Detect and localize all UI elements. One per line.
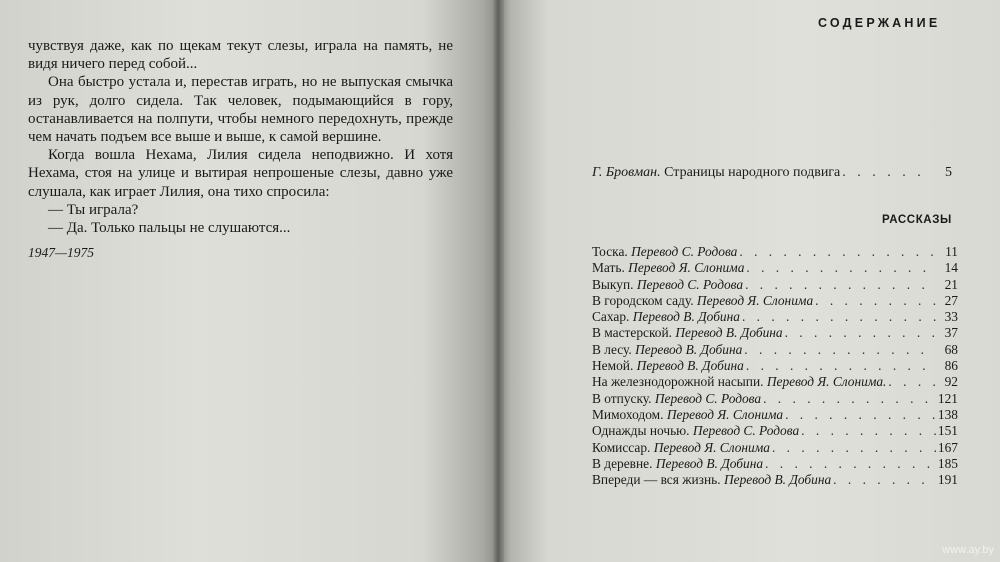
- toc-entry-page: 92: [944, 374, 958, 390]
- toc-leader-dots: [772, 440, 936, 456]
- toc-entry-page: 68: [944, 341, 958, 357]
- toc-entry-page: 151: [937, 423, 958, 439]
- toc-entry-translator: Перевод В. Добина: [635, 341, 743, 357]
- toc-heading: СОДЕРЖАНИЕ: [818, 16, 941, 30]
- toc-entry: [592, 260, 958, 276]
- toc-entry-translator: Перевод В. Добина: [723, 472, 832, 488]
- toc-entry-page: 185: [937, 455, 958, 471]
- toc-section-heading: РАССКАЗЫ: [882, 214, 952, 226]
- toc-entry-translator: Перевод С. Родова: [636, 276, 744, 292]
- toc-entry: [592, 293, 958, 309]
- story-text: [28, 37, 453, 237]
- toc-intro-entry: [592, 165, 952, 181]
- toc-entry-translator: Перевод С. Родова: [654, 390, 762, 406]
- toc-entry-translator: Перевод С. Родова: [631, 244, 738, 259]
- toc-entry-page: 14: [944, 260, 958, 276]
- toc-entry-title: Тоска.: [592, 244, 628, 259]
- toc-leader-dots: [746, 358, 936, 374]
- toc-intro-page: 5: [945, 165, 952, 180]
- toc-entry-title: Сахар.: [592, 309, 630, 325]
- toc-entry-title: На железнодорожной насыпи.: [592, 374, 764, 390]
- toc-entry-title: Выкуп.: [592, 276, 634, 292]
- toc-entry: [592, 456, 958, 472]
- toc-entries: [592, 244, 958, 488]
- toc-entry: [592, 472, 958, 488]
- toc-entry-translator: Перевод В. Добина: [632, 309, 740, 325]
- toc-entry-title: В мастерской.: [592, 325, 673, 341]
- toc-leader-dots: [785, 407, 936, 423]
- toc-intro-author: Г. Бровман.: [592, 165, 661, 180]
- toc-entry: [592, 358, 958, 374]
- toc-entry-page: 33: [944, 309, 958, 325]
- toc-leader-dots: [833, 472, 936, 488]
- toc-entry: [592, 391, 958, 407]
- toc-entry-page: 121: [937, 390, 958, 406]
- dialog-line-1: — Ты играла?: [48, 201, 139, 218]
- toc-entry-translator: Перевод В. Добина: [655, 455, 764, 471]
- toc-entry-page: 86: [944, 358, 958, 374]
- watermark: www.ay.by: [942, 544, 994, 556]
- toc-entry: [592, 244, 958, 260]
- toc-entry-title: В лесу.: [592, 341, 632, 357]
- toc-entry-title: Однажды ночью.: [592, 423, 690, 439]
- toc-leader-dots: [785, 325, 936, 341]
- toc-leader-dots: [744, 342, 936, 358]
- toc-leader-dots: [842, 165, 930, 181]
- toc-entry-translator: Перевод Я. Слонима: [696, 292, 814, 308]
- toc-entry-page: 167: [937, 439, 958, 455]
- toc-entry-title: В городском саду.: [592, 292, 694, 308]
- toc-entry: [592, 440, 958, 456]
- dialog-line-2: — Да. Только пальцы не слушаются...: [48, 220, 291, 237]
- toc-leader-dots: [742, 309, 936, 325]
- toc-leader-dots: [801, 423, 936, 439]
- paragraph-2: Она быстро устала и, перестав играть, но не выпуская смычка из рук, долго сидела. Так человек, подымающийся в гору, останавливается на полпути, чтобы немного передохнуть, прежде чем начать подъем все выше и выше, к самой вершине.: [28, 74, 453, 146]
- book-gutter: [492, 0, 504, 562]
- toc-entry-page: 37: [944, 325, 958, 341]
- story-dateline: 1947—1975: [28, 245, 95, 260]
- toc-entry: [592, 309, 958, 325]
- toc-entry-title: Мать.: [592, 260, 625, 276]
- toc-entry: [592, 277, 958, 293]
- toc-leader-dots: [763, 391, 936, 407]
- toc-entry-translator: Перевод С. Родова: [692, 423, 800, 439]
- toc-leader-dots: [746, 260, 936, 276]
- toc-entry-page: 21: [944, 276, 958, 292]
- toc-leader-dots: [888, 374, 936, 390]
- toc-entry-title: Впереди — вся жизнь.: [592, 472, 721, 488]
- toc-entry-translator: Перевод Я. Слонима: [666, 406, 784, 422]
- toc-leader-dots: [739, 244, 936, 260]
- toc-leader-dots: [745, 277, 936, 293]
- toc-entry-translator: Перевод В. Добина: [675, 325, 783, 341]
- toc-entry-page: 138: [937, 406, 958, 422]
- toc-entry-title: В отпуску.: [592, 390, 652, 406]
- toc-leader-dots: [815, 293, 936, 309]
- paragraph-1: чувствуя даже, как по щекам текут слезы, играла на память, не видя ничего перед собой...: [28, 38, 453, 73]
- toc-entry-page: 27: [944, 292, 958, 308]
- toc-entry: [592, 342, 958, 358]
- toc-entry: [592, 325, 958, 341]
- toc-entry: [592, 423, 958, 439]
- toc-entry-title: Мимоходом.: [592, 406, 664, 422]
- toc-entry-translator: Перевод В. Добина: [636, 358, 744, 374]
- toc-entry-translator: Перевод Я. Слонима: [653, 439, 770, 455]
- toc-entry-translator: Перевод Я. Слонима: [628, 260, 745, 276]
- toc-leader-dots: [765, 456, 936, 472]
- toc-entry-title: Немой.: [592, 358, 634, 374]
- toc-entry: [592, 374, 958, 390]
- toc-entry-title: В деревне.: [592, 455, 653, 471]
- toc-entry-translator: Перевод Я. Слонима.: [766, 374, 887, 390]
- toc-entry-page: 191: [937, 472, 958, 488]
- toc-entry-title: Комиссар.: [592, 439, 651, 455]
- toc-intro-title: Страницы народного подвига: [664, 165, 841, 180]
- paragraph-3: Когда вошла Нехама, Лилия сидела неподвижно. И хотя Нехама, стоя на улице и вытирая непрошеные слезы, давно уже слушала, как играет Лилия, она тихо спросила:: [28, 147, 453, 200]
- left-page: [0, 0, 498, 562]
- toc-entry: [592, 407, 958, 423]
- toc-entry-page: 11: [945, 244, 958, 259]
